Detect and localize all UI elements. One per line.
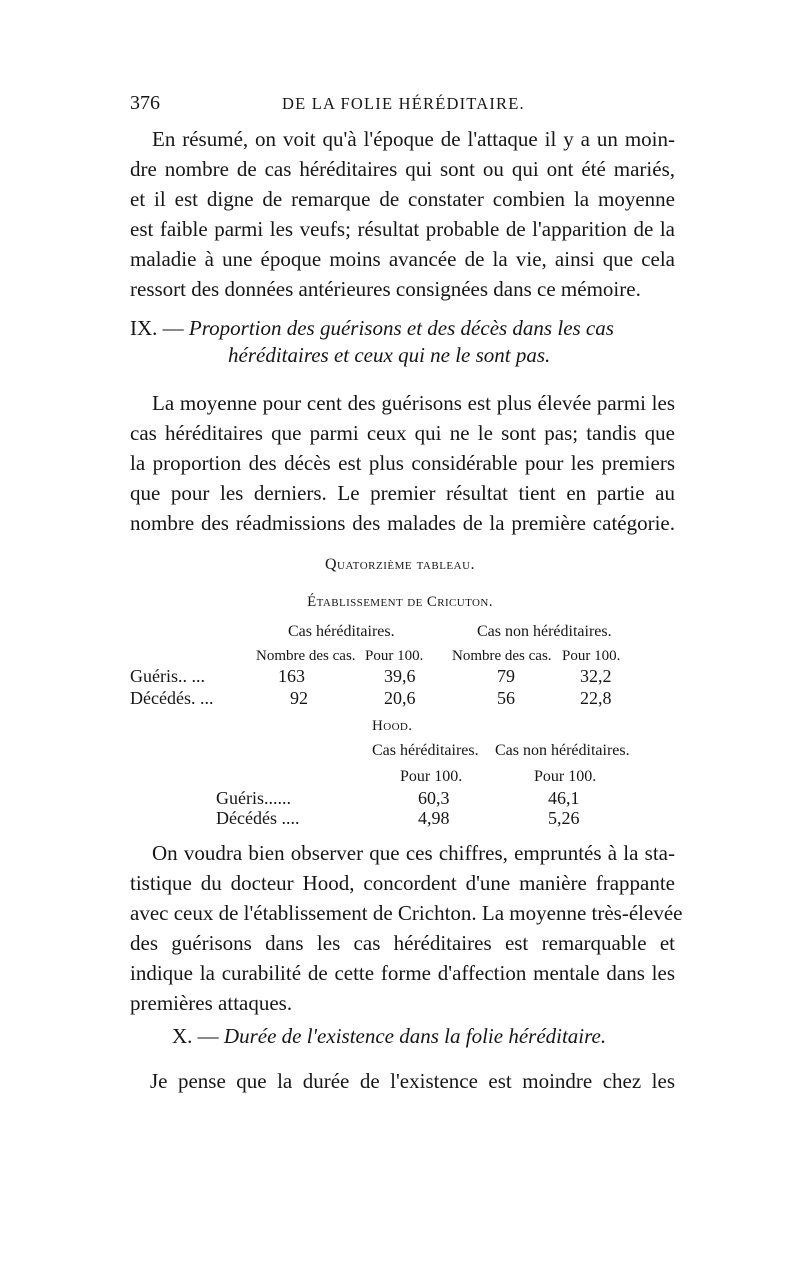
column-header-percent: Pour 100. [562, 648, 621, 664]
table-cell: 4,98 [418, 808, 450, 828]
table-cell: 60,3 [418, 788, 450, 808]
column-group-hereditary: Cas héréditaires. [288, 623, 395, 640]
column-header-percent: Pour 100. [365, 648, 424, 664]
table-cell: 39,6 [384, 666, 416, 686]
table-cell: 163 [278, 666, 305, 686]
table-row-label: Guéris.. ... [130, 666, 205, 686]
paragraph-line: est faible parmi les veufs; résultat probable de l'apparition de la [130, 217, 675, 241]
paragraph-line: La moyenne pour cent des guérisons est plus élevée parmi les [152, 391, 675, 415]
paragraph-line: On voudra bien observer que ces chiffres, empruntés à la sta- [152, 841, 675, 865]
section-title-continued: héréditaires et ceux qui ne le sont pas. [228, 343, 551, 367]
paragraph-line: dre nombre de cas héréditaires qui sont ou qui ont été mariés, [130, 157, 675, 181]
table-cell: 92 [290, 688, 308, 708]
paragraph-proportion [130, 388, 675, 538]
table-row-label: Décédés .... [216, 808, 300, 828]
paragraph-line: nombre des réadmissions des malades de la première catégorie. [130, 511, 675, 535]
paragraph-line: cas héréditaires que parmi ceux qui ne le sont pas; tandis que [130, 421, 675, 445]
paragraph-line: que pour les derniers. Le premier résultat tient en partie au [130, 481, 675, 505]
section-heading-ix [130, 316, 675, 368]
table-cell: 32,2 [580, 666, 612, 686]
section-title: Durée de l'existence dans la folie héréditaire. [223, 1024, 607, 1048]
table-cell: 46,1 [548, 788, 580, 808]
table-cell: 22,8 [580, 688, 612, 708]
page-number: 376 [130, 92, 160, 114]
column-header-count: Nombre des cas. [452, 648, 552, 664]
paragraph-line: avec ceux de l'établissement de Crichton. La moyenne très-élevée [130, 901, 683, 925]
table-row-label: Décédés. ... [130, 688, 214, 708]
paragraph-line: tistique du docteur Hood, concordent d'une manière frappante [130, 871, 675, 895]
paragraph-line: la proportion des décès est plus considérable pour les premiers [130, 451, 675, 475]
paragraph-observation [130, 838, 683, 1018]
table-cell: 79 [497, 666, 515, 686]
paragraph-line: ressort des données antérieures consignées dans ce mémoire. [130, 277, 641, 301]
section-number: X. — [172, 1024, 219, 1048]
running-header [130, 92, 675, 116]
table-subtitle-crichton: Établissement de Cricuton. [307, 594, 493, 610]
paragraph-line: maladie à une époque moins avancée de la vie, ainsi que cela [130, 247, 675, 271]
paragraph-existence [130, 1066, 675, 1096]
table-subtitle-hood: Hood. [372, 718, 413, 734]
paragraph-line: premières attaques. [130, 991, 293, 1015]
paragraph-summary [130, 124, 675, 304]
column-header-percent: Pour 100. [400, 768, 463, 785]
column-header-count: Nombre des cas. [256, 648, 356, 664]
table-cell: 56 [497, 688, 515, 708]
column-group-hereditary: Cas héréditaires. [372, 742, 479, 759]
section-title: Proportion des guérisons et des décès dans les cas [188, 316, 614, 340]
paragraph-line: et il est digne de remarque de constater combien la moyenne [130, 187, 675, 211]
paragraph-line: indique la curabilité de cette forme d'affection mentale dans les [130, 961, 675, 985]
section-heading-x [172, 1024, 652, 1049]
paragraph-line: des guérisons dans les cas héréditaires est remarquable et [130, 931, 675, 955]
table-caption: Quatorzième tableau. [324, 556, 476, 573]
paragraph-line: En résumé, on voit qu'à l'époque de l'attaque il y a un moin- [152, 127, 675, 151]
column-group-non-hereditary: Cas non héréditaires. [477, 623, 612, 640]
table-row-label: Guéris...... [216, 788, 291, 808]
table-cell: 5,26 [548, 808, 580, 828]
column-header-percent: Pour 100. [534, 768, 597, 785]
running-title: DE LA FOLIE HÉRÉDITAIRE. [282, 94, 525, 113]
paragraph-line: Je pense que la durée de l'existence est moindre chez les [150, 1069, 675, 1093]
table-cell: 20,6 [384, 688, 416, 708]
column-group-non-hereditary: Cas non héréditaires. [495, 742, 630, 759]
section-number: IX. — [130, 316, 184, 340]
